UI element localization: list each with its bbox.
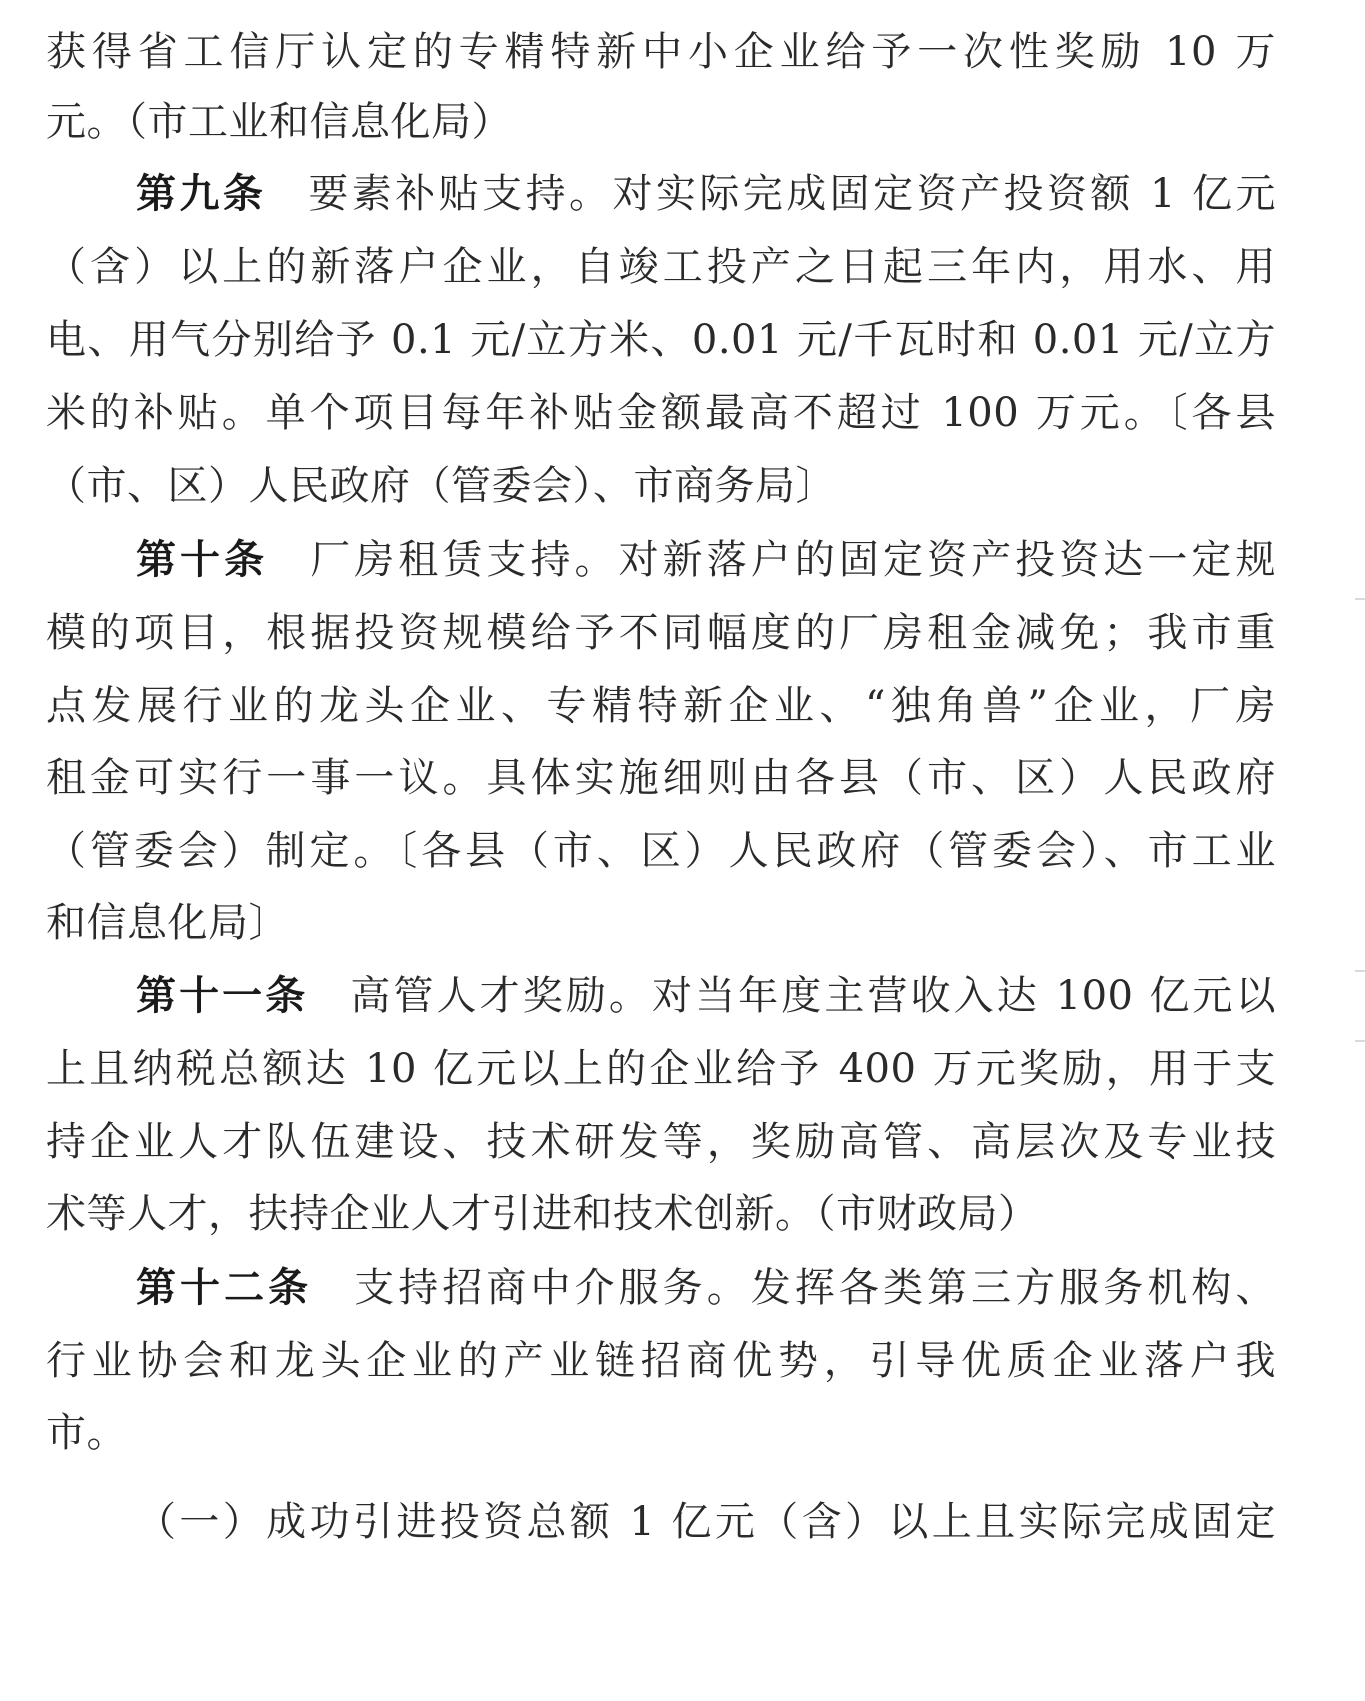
text-line: （含）以上的新落户企业，自竣工投产之日起三年内，用水、用: [46, 244, 1276, 290]
article-11-title: 第十一条: [136, 973, 309, 1019]
text-line: （市、区）人民政府（管委会）、市商务局〕: [46, 463, 836, 509]
text-line: 上且纳税总额达 10 亿元以上的企业给予 400 万元奖励，用于支: [46, 1046, 1276, 1092]
article-11-first-line: [136, 966, 1276, 1026]
text-line: 米的补贴。单个项目每年补贴金额最高不超过 100 万元。〔各县: [46, 390, 1276, 436]
article-12-first-line: [136, 1258, 1276, 1318]
text-line: （管委会）制定。〔各县（市、区）人民政府（管委会）、市工业: [46, 828, 1276, 874]
text-line: 持企业人才队伍建设、技术研发等，奖励高管、高层次及专业技: [46, 1119, 1276, 1165]
article-12-title: 第十二条: [136, 1265, 313, 1311]
text-line: 行业协会和龙头企业的产业链招商优势，引导优质企业落户我: [46, 1338, 1276, 1384]
text-line: 租金可实行一事一议。具体实施细则由各县（市、区）人民政府: [46, 755, 1276, 801]
article-12-text: 支持招商中介服务。发挥各类第三方服务机构、: [354, 1265, 1276, 1311]
text-line: 和信息化局〕: [46, 900, 289, 946]
article-9-first-line: [136, 164, 1276, 224]
article-9-title: 第九条: [136, 171, 267, 217]
text-line: 术等人才，扶持企业人才引进和技术创新。（市财政局）: [46, 1191, 1039, 1237]
text-line: 获得省工信厅认定的专精特新中小企业给予一次性奖励 10 万: [46, 29, 1276, 75]
scan-edge-mark: [1355, 970, 1365, 972]
scan-edge-mark: [1355, 598, 1365, 600]
text-line: （一）成功引进投资总额 1 亿元（含）以上且实际完成固定: [136, 1499, 1276, 1545]
article-10-title: 第十条: [136, 537, 269, 583]
text-line: 元。（市工业和信息化局）: [46, 99, 512, 145]
article-11-text: 高管人才奖励。对当年度主营收入达 100 亿元以: [350, 973, 1277, 1019]
text-line: 市。: [46, 1410, 127, 1456]
scan-edge-mark: [1355, 1040, 1365, 1042]
article-10-text: 厂房租赁支持。对新落户的固定资产投资达一定规: [310, 537, 1276, 583]
text-line: 模的项目，根据投资规模给予不同幅度的厂房租金减免；我市重: [46, 610, 1276, 656]
text-line: 点发展行业的龙头企业、专精特新企业、“独角兽”企业，厂房: [46, 683, 1276, 729]
text-line: 电、用气分别给予 0.1 元/立方米、0.01 元/千瓦时和 0.01 元/立方: [46, 317, 1276, 363]
article-10-first-line: [136, 530, 1276, 590]
article-9-text: 要素补贴支持。对实际完成固定资产投资额 1 亿元: [308, 171, 1276, 217]
